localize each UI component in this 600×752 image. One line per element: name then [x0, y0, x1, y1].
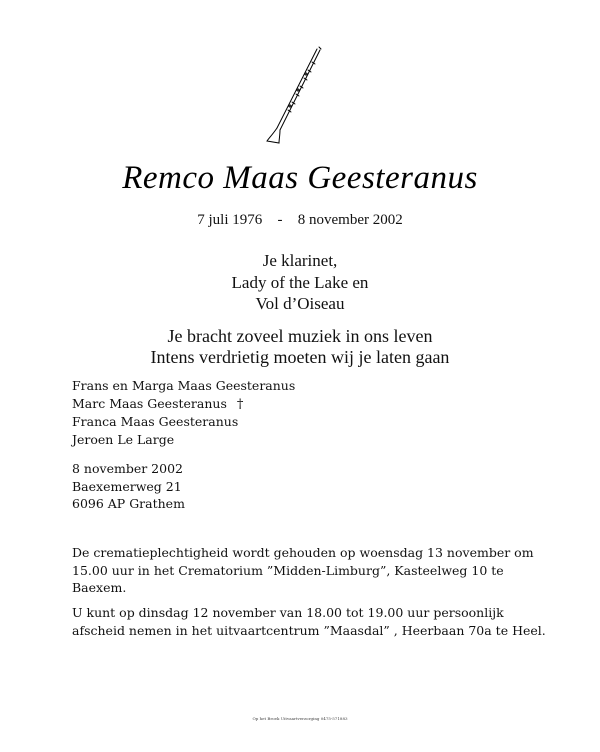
family-member-name: Marc Maas Geesteranus	[72, 395, 227, 411]
poem-line: Lady of the Lake en	[231, 272, 369, 292]
family-member	[72, 377, 295, 395]
cross-icon: †	[236, 396, 244, 412]
address-date: 8 november 2002	[72, 461, 183, 476]
poem	[0, 250, 600, 315]
printer-footer: Op het Broek Uitvaartverzorging 0475-571883	[252, 716, 348, 721]
address-street: Baexemerweg 21	[72, 478, 182, 494]
address-city: 6096 AP Grathem	[72, 496, 185, 511]
verse-line: Intens verdrietig moeten wij je laten gaan	[150, 347, 450, 367]
cremation-info: De crematieplechtigheid wordt gehouden op woensdag 13 november om 15.00 uur in het Crematorium ”Midden-Limburg”, Kasteelweg 10 te Baexem.	[72, 545, 534, 595]
birth-date: 7 juli 1976	[197, 212, 263, 228]
family-member	[72, 431, 295, 449]
poem-line: Vol d’Oiseau	[255, 294, 345, 313]
family-member-name: Franca Maas Geesteranus	[72, 414, 239, 429]
life-dates	[0, 212, 600, 229]
family-list	[72, 377, 295, 448]
death-date: 8 november 2002	[297, 212, 403, 228]
family-member-name: Frans en Marga Maas Geesteranus	[72, 378, 296, 393]
clarinet-icon	[262, 44, 324, 144]
poem-line: Je klarinet,	[262, 251, 338, 270]
farewell-info: U kunt op dinsdag 12 november van 18.00 tot 19.00 uur persoonlijk afscheid nemen in het uitvaartcentrum ”Maasdal” , Heerbaan 70a te Heel.	[72, 605, 546, 638]
deceased-name: Remco Maas Geesteranus	[122, 160, 478, 196]
verse	[0, 326, 600, 368]
family-member	[72, 395, 295, 414]
family-member	[72, 413, 295, 431]
family-member-name: Jeroen Le Large	[72, 431, 175, 447]
verse-line: Je bracht zoveel muziek in ons leven	[167, 326, 433, 346]
date-separator: -	[277, 212, 283, 228]
address-block	[72, 460, 185, 513]
